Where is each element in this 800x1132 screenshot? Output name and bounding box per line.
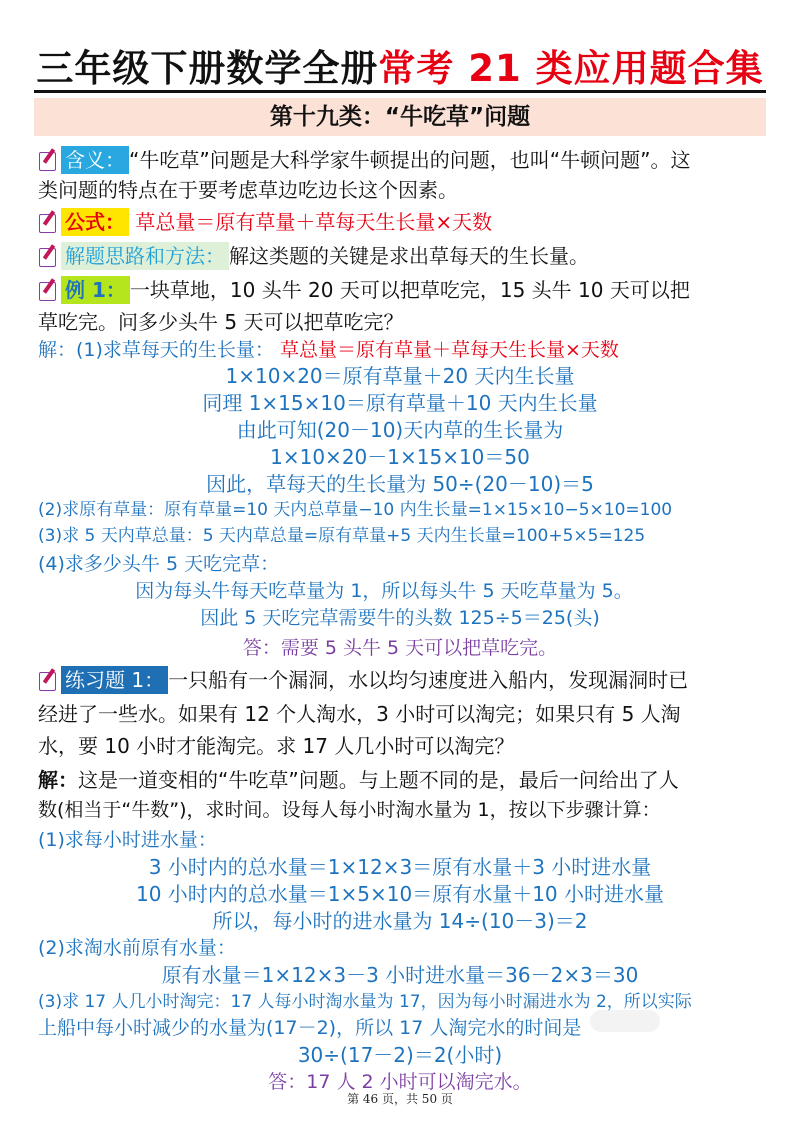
practice1-calc-6: 30÷(17－2)＝2(小时): [297, 1043, 503, 1067]
practice1-calc-1: 3 小时内的总水量＝1×12×3＝原有水量＋3 小时进水量: [148, 855, 652, 879]
page-number: 第 46 页，共 50 页: [347, 1092, 453, 1106]
main-title: [0, 38, 800, 92]
meaning-line-1: [38, 146, 690, 174]
example1-step1: [38, 336, 619, 364]
section-heading: 第十九类：“牛吃草”问题: [34, 98, 766, 136]
example1-label: 例 1：: [61, 276, 130, 304]
meaning-text-2: 类问题的特点在于要考虑草边吃边长这个因素。: [38, 178, 458, 202]
memo-icon: [38, 278, 58, 300]
practice1-step1: (1)求每小时进水量：: [38, 829, 217, 851]
meaning-text-1: “牛吃草”问题是大科学家牛顿提出的问题，也叫“牛顿问题”。这: [129, 148, 691, 172]
example1-step1-formula: 草总量＝原有草量＋草每天生长量×天数: [279, 339, 619, 361]
practice1-calc-4: 原有水量＝1×12×3－3 小时进水量＝36－2×3＝30: [161, 963, 639, 987]
example1-calc-2: 同理 1×15×10＝原有草量＋10 天内生长量: [202, 391, 598, 415]
formula-line: [38, 208, 492, 236]
example1-calc-6: 因为每头牛每天吃草量为 1，所以每头牛 5 天吃草量为 5。: [135, 580, 633, 602]
practice1-calc-2: 10 小时内的总水量＝1×5×10＝原有水量＋10 小时进水量: [135, 882, 665, 906]
practice1-label: 练习题 1：: [61, 666, 168, 694]
practice1-question-1: [38, 666, 688, 694]
method-label: 解题思路和方法：: [61, 242, 229, 270]
meaning-label: 含义：: [61, 146, 129, 174]
practice1-step3: (3)求 17 人几小时淘完：17 人每小时淘水量为 17，因为每小时漏进水为 2，所以实际: [38, 992, 692, 1012]
watermark: [590, 1010, 660, 1032]
practice1-step2: (2)求淘水前原有水量：: [38, 937, 236, 959]
example1-question-1: [38, 276, 690, 304]
example1-q2: 草吃完。问多少头牛 5 天可以把草吃完？: [38, 310, 404, 334]
method-line: [38, 242, 589, 270]
practice1-solution-label: 解：: [38, 768, 78, 792]
example1-calc-4: 1×10×20－1×15×10＝50: [270, 445, 530, 469]
practice1-solution-text-2: 数(相当于“牛数”)，求时间。设每人每小时淘水量为 1，按以下步骤计算：: [38, 799, 661, 821]
practice1-calc-5: 上船中每小时减少的水量为(17－2)，所以 17 人淘完水的时间是: [38, 1017, 582, 1039]
example1-calc-3: 由此可知(20－10)天内草的生长量为: [236, 418, 564, 442]
example1-answer: 答：需要 5 头牛 5 天可以把草吃完。: [242, 637, 558, 659]
memo-icon: [38, 244, 58, 266]
practice1-solution-intro: [38, 766, 679, 794]
formula-label: 公式：: [61, 208, 129, 236]
practice1-q1: 一只船有一个漏洞，水以均匀速度进入船内，发现漏洞时已: [168, 668, 689, 692]
memo-icon: [38, 668, 58, 690]
title-underline: [34, 90, 766, 93]
practice1-solution-text-1: 这是一道变相的“牛吃草”问题。与上题不同的是，最后一问给出了人: [78, 768, 679, 792]
example1-step1-prefix: 解：(1)求草每天的生长量：: [38, 339, 274, 361]
example1-calc-7: 因此 5 天吃完草需要牛的头数 125÷5＝25(头): [200, 607, 600, 629]
main-title-part1: 三年级下册数学全册: [36, 47, 379, 90]
example1-q1: 一块草地，10 头牛 20 天可以把草吃完，15 头牛 10 天可以把: [129, 278, 690, 302]
practice1-answer: 答：17 人 2 小时可以淘完水。: [268, 1071, 532, 1093]
formula-text: 草总量＝原有草量＋草每天生长量×天数: [135, 210, 493, 234]
example1-calc-5: 因此，草每天的生长量为 50÷(20－10)＝5: [206, 472, 594, 496]
main-title-part2: 常考 21 类应用题合集: [378, 47, 764, 90]
method-text: 解这类题的关键是求出草每天的生长量。: [229, 244, 589, 268]
memo-icon: [38, 148, 58, 170]
memo-icon: [38, 210, 58, 232]
practice1-calc-3: 所以，每小时的进水量为 14÷(10－3)＝2: [212, 909, 588, 933]
example1-calc-1: 1×10×20＝原有草量＋20 天内生长量: [225, 364, 575, 388]
example1-step4: (4)求多少头牛 5 天吃完草：: [38, 553, 280, 575]
example1-step2: (2)求原有草量：原有草量=10 天内总草量−10 内生长量=1×15×10−5×10=100: [38, 500, 673, 520]
practice1-q3: 水，要 10 小时才能淘完。求 17 人几小时可以淘完？: [38, 734, 515, 758]
example1-step3: (3)求 5 天内草总量：5 天内草总量=原有草量+5 天内生长量=100+5×5=125: [38, 526, 646, 546]
practice1-q2: 经进了一些水。如果有 12 个人淘水，3 小时可以淘完；如果只有 5 人淘: [38, 702, 681, 726]
